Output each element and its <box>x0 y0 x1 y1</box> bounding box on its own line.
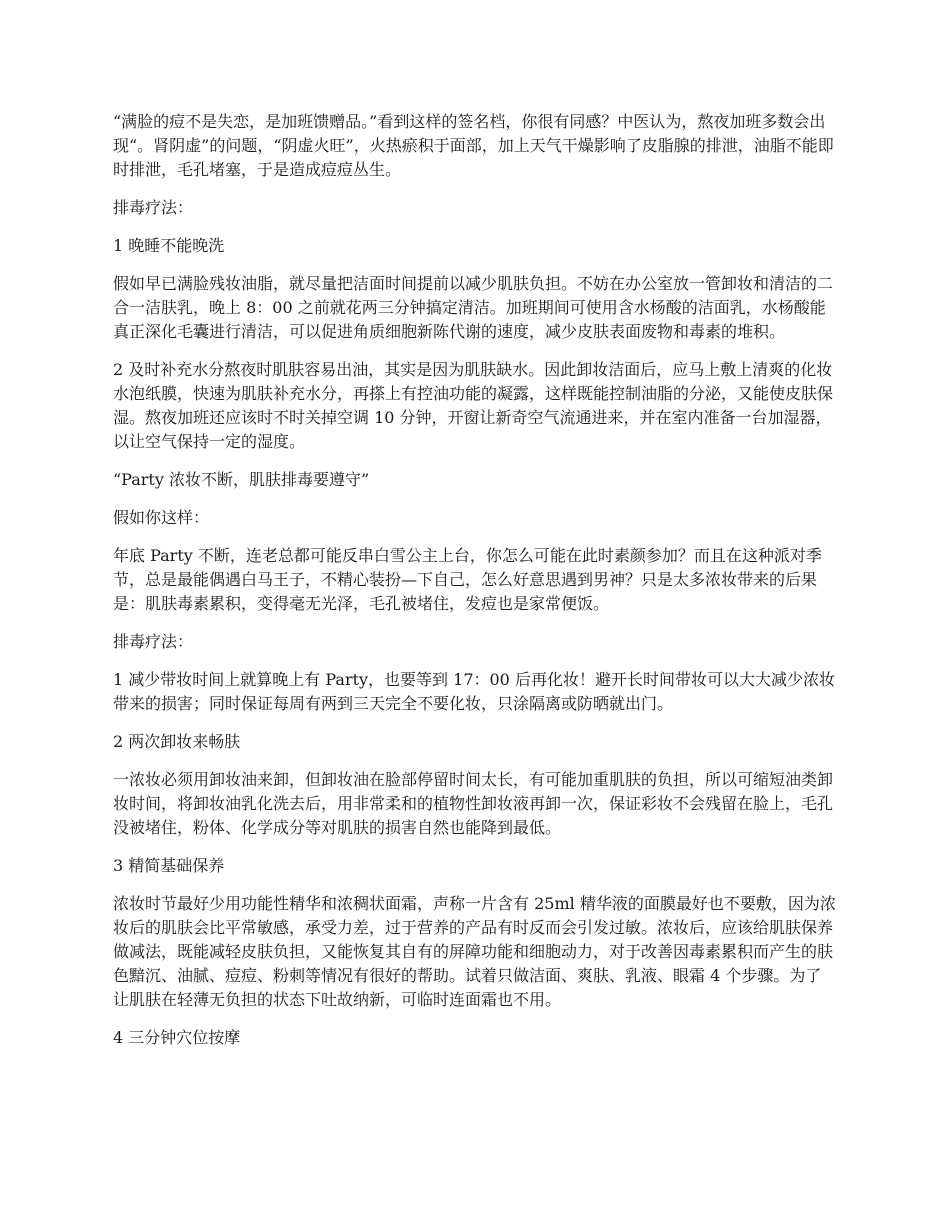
heading-detox-method-1: 排毒疗法： <box>113 198 194 217</box>
paragraph-basic-care: 浓妆时节最好少用功能性精华和浓稠状面霜，声称一片含有 25ml 精华液的面膜最好也不要敷，因为浓妆后的肌肤会比平常敏感，承受力差，过于营养的产品有时反而会引发过敏。浓妆后，应该给肌肤保养做减法，既能减轻皮肤负担，又能恢复其自有的屏障功能和细胞动力，对于改善因毒素累积而产生的肤色黯沉、油腻、痘痘、粉刺等情况有很好的帮助。试着只做洁面、爽肤、乳液、眼霜 4 个步骤。为了让肌肤在轻薄无负担的状态下吐故纳新，可临时连面霜也不用。 <box>113 894 836 1009</box>
document-body <box>113 110 837 1064</box>
subheading-basic-care: 3 精简基础保养 <box>113 856 225 875</box>
heading-detox-method-2: 排毒疗法： <box>113 632 194 651</box>
subheading-acupoint-massage: 4 三分钟穴位按摩 <box>113 1028 241 1047</box>
heading-party-makeup: “Party 浓妆不断，肌肤排毒要遵守” <box>113 470 370 489</box>
paragraph-party-season: 年底 Party 不断，连老总都可能反串白雪公主上台，你怎么可能在此时素颜参加？而且在这种派对季节，总是最能偶遇白马王子，不精心装扮—下自己，怎么好意思遇到男神？只是太多浓妆带来的后果是：肌肤毒素累积，变得毫无光泽，毛孔被堵住，发痘也是家常便饭。 <box>113 546 822 613</box>
paragraph-reduce-makeup-time: 1 减少带妆时间上就算晚上有 Party，也要等到 17：00 后再化妆！避开长时间带妆可以大大减少浓妆带来的损害；同时保证每周有两到三天完全不要化妆，只涂隔离或防晒就出门。 <box>113 670 835 713</box>
paragraph-hydration: 2 及时补充水分熬夜时肌肤容易出油，其实是因为肌肤缺水。因此卸妆洁面后，应马上敷上清爽的化妆水泡纸膜，快速为肌肤补充水分，再搽上有控油功能的凝露，这样既能控制油脂的分泌，又能使皮肤保湿。熬夜加班还应该时不时关掉空调 10 分钟，开窗让新奇空气流通进来，并在室内准备一台加湿器，以让空气保持一定的湿度。 <box>113 360 834 451</box>
paragraph-double-cleanse: 一浓妆必须用卸妆油来卸，但卸妆油在脸部停留时间太长，有可能加重肌肤的负担，所以可缩短油类卸妆时间，将卸妆油乳化洗去后，用非常柔和的植物性卸妆液再卸一次，保证彩妆不会残留在脸上，毛孔没被堵住，粉体、化学成分等对肌肤的损害自然也能降到最低。 <box>113 770 834 837</box>
paragraph-intro: “满脸的痘不是失恋，是加班馈赠品。”看到这样的签名档，你很有同感？中医认为，熬夜加班多数会出现“。肾阴虚”的问题，“阴虚火旺”，火热瘀积于面部，加上天气干燥影响了皮脂腺的排泄，油脂不能即时排泄，毛孔堵塞，于是造成痘痘丛生。 <box>113 112 834 179</box>
subheading-late-sleep-wash: 1 晚睡不能晚洗 <box>113 236 225 255</box>
paragraph-cleansing: 假如早已满脸残妆油脂，就尽量把洁面时间提前以减少肌肤负担。不妨在办公室放一管卸妆和清洁的二合一洁肤乳，晚上 8：00 之前就花两三分钟搞定清洁。加班期间可使用含水杨酸的洁面乳，水杨酸能真正深化毛囊进行清洁，可以促进角质细胞新陈代谢的速度，减少皮肤表面废物和毒素的堆积。 <box>113 274 834 341</box>
subheading-double-cleanse: 2 两次卸妆来畅肤 <box>113 732 241 751</box>
heading-if-you: 假如你这样： <box>113 508 210 527</box>
